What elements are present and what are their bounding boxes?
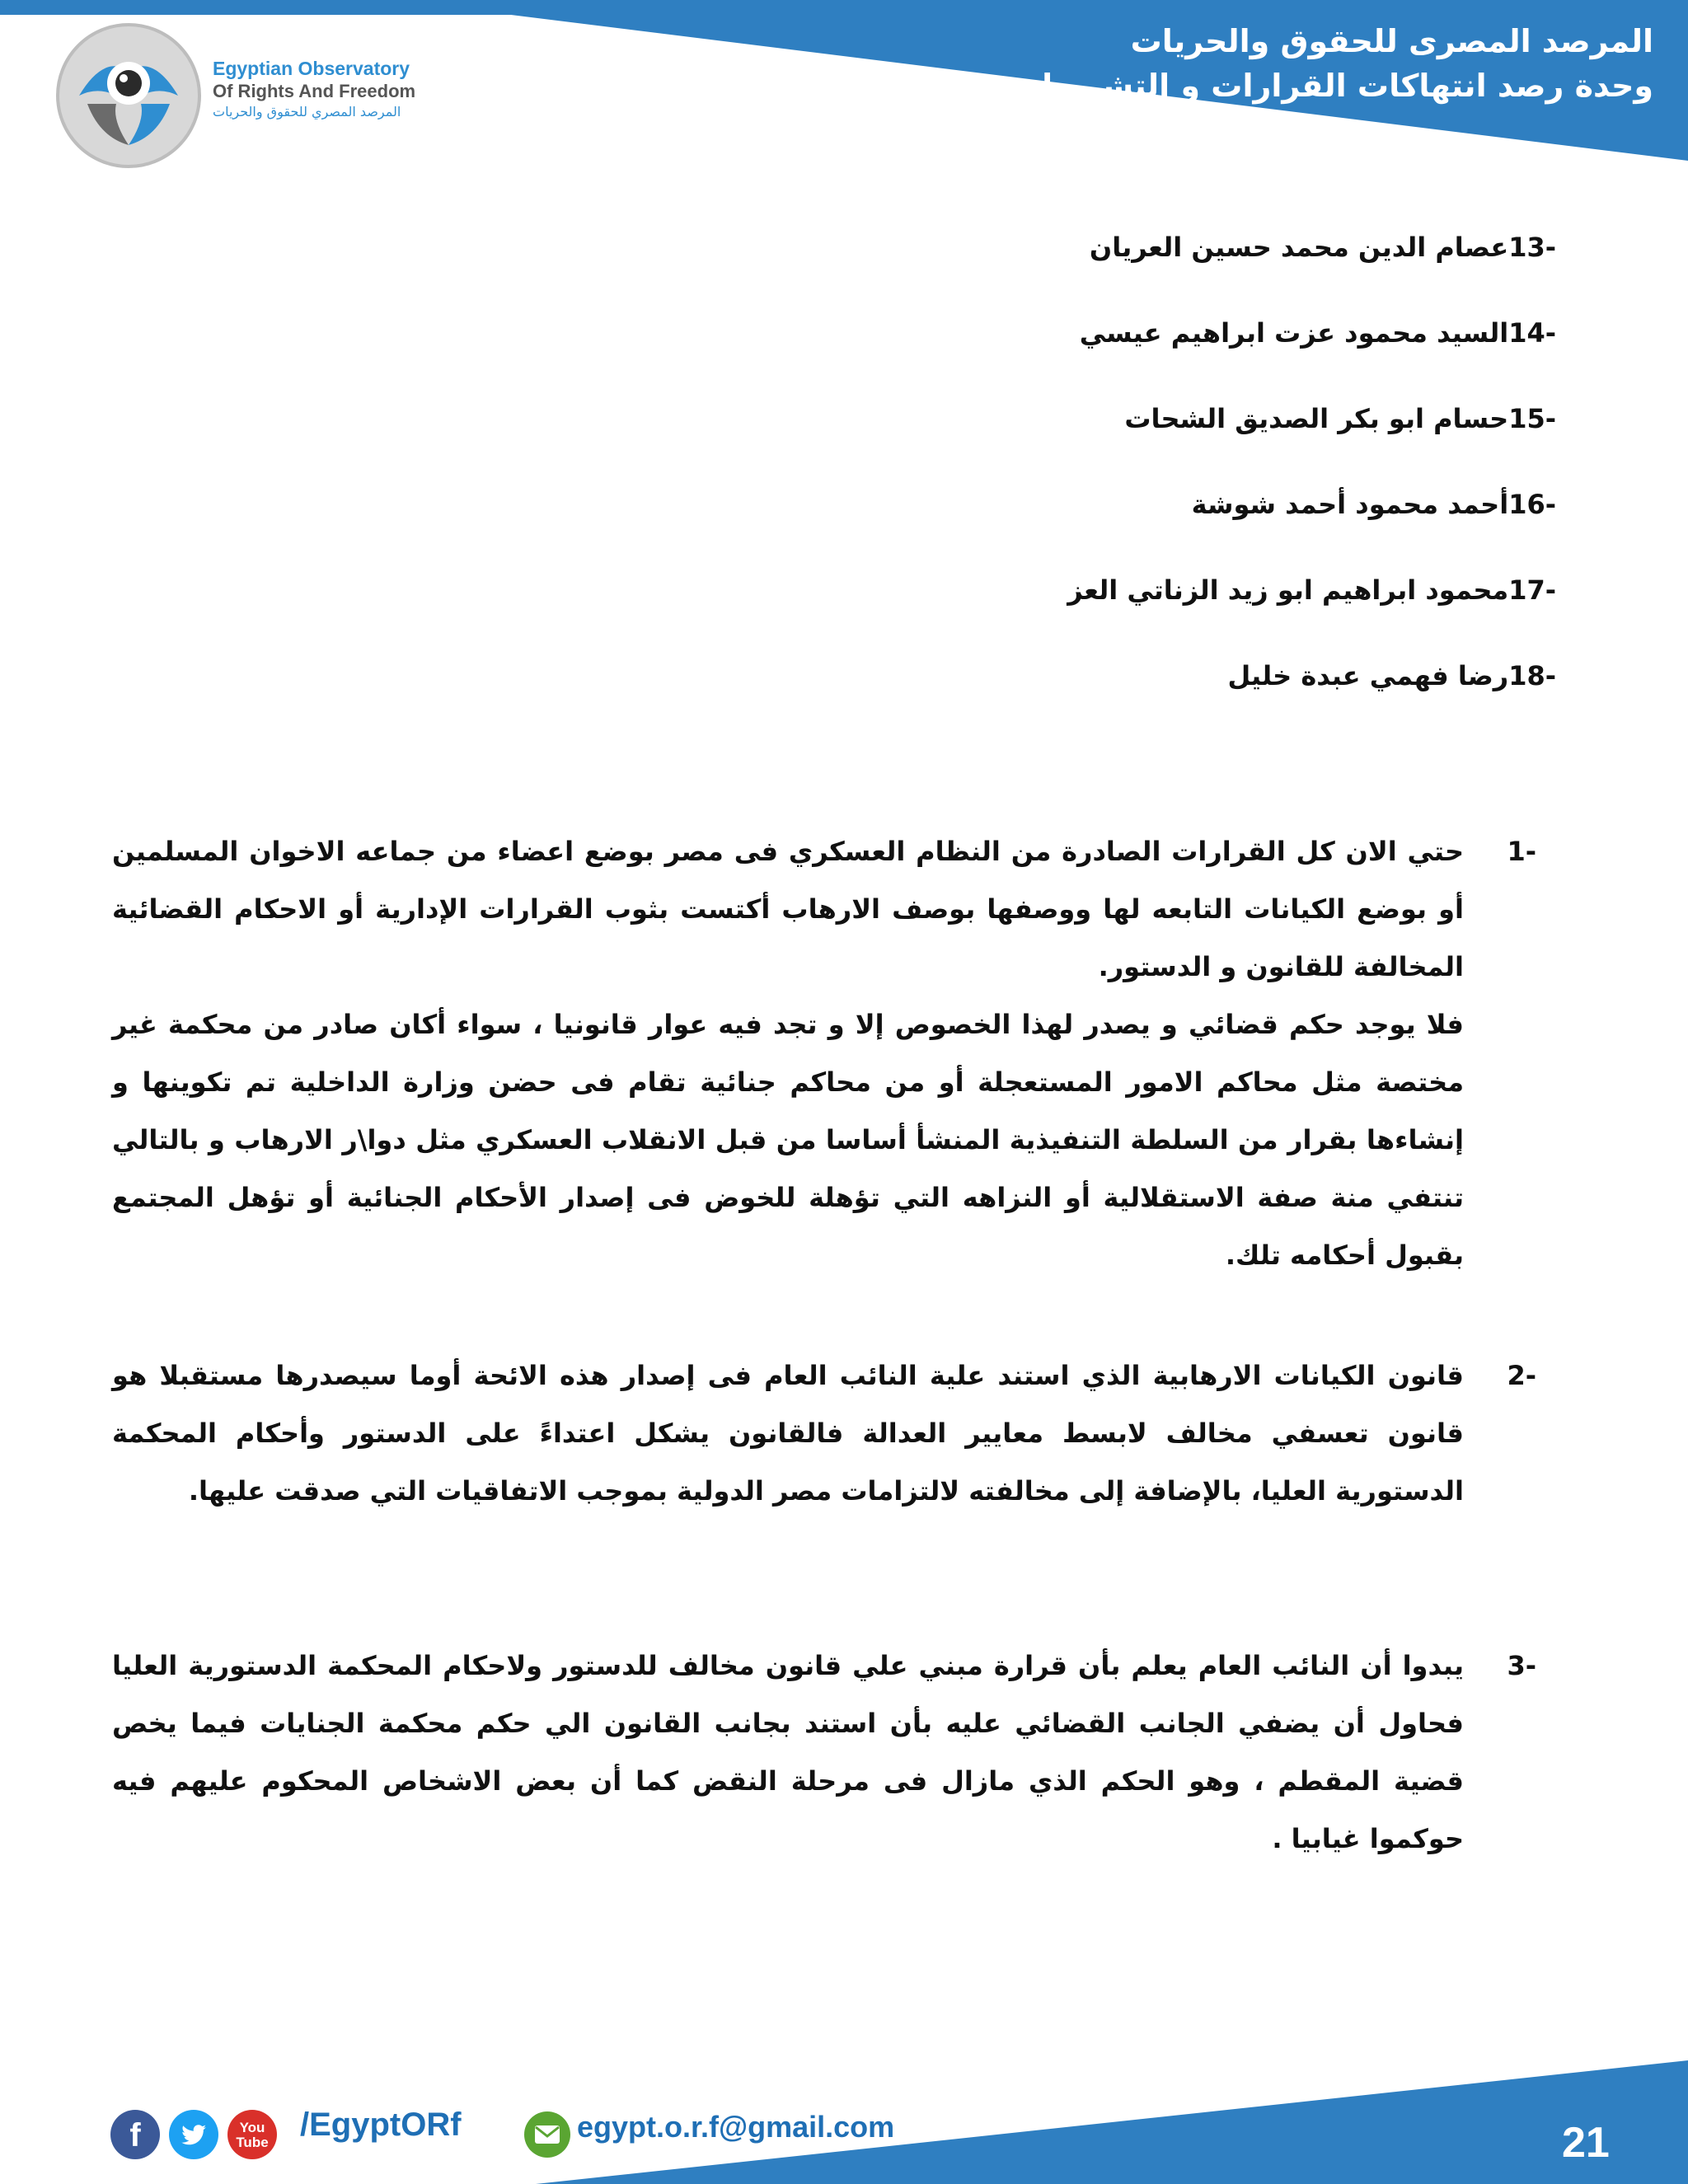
email-link[interactable]: egypt.o.r.f@gmail.com <box>577 2110 895 2144</box>
header-subtitle: وحدة رصد انتهاكات القرارات و التشريعات <box>1010 68 1653 104</box>
twitter-bird-icon <box>169 2110 218 2159</box>
header-title: المرصد المصرى للحقوق والحريات <box>1130 23 1653 59</box>
youtube-label: You Tube <box>236 2120 269 2150</box>
facebook-glyph: f <box>129 2117 141 2154</box>
paragraph-text: يبدوا أن النائب العام يعلم بأن قرارة مبني علي قانون مخالف للدستور ولاحكام المحكمة الدستورية العليا فحاول أن يضفي الجانب القضائي عليه بأن استند بجانب القانون الي حكم محكمة الجنايات فيما يخص قضية المقطم ، وهو الحكم الذي مازال فى مرحلة النقض كما أن بعض الاشخاص المحكوم عليهم فيه حوكموا غيابيا . <box>112 1650 1464 1854</box>
paragraph-text: حتي الان كل القرارات الصادرة من النظام العسكري فى مصر بوضع اعضاء من جماعه الاخوان المسلمين أو بوضع الكيانات التابعه لها ووصفها بوصف الارهاب أكتست بثوب القرارات الإدارية أو الاحكام القضائية المخالفة للقانون و الدستور. <box>112 836 1464 982</box>
list-item: -13عصام الدين محمد حسين العريان <box>1089 232 1556 263</box>
list-item: -14السيد محمود عزت ابراهيم عيسي <box>1079 317 1556 349</box>
paragraph-number: 1- <box>1507 836 1536 867</box>
logo-english-subtitle: Of Rights And Freedom <box>213 81 416 101</box>
social-handle-link[interactable]: /EgyptORf <box>300 2107 462 2143</box>
paragraph-number: 3- <box>1507 1650 1536 1681</box>
numbered-paragraph-3 <box>112 1637 1536 1868</box>
list-item: -16أحمد محمود أحمد شوشة <box>1191 489 1556 520</box>
paragraph-number: 2- <box>1507 1360 1536 1391</box>
page-number: 21 <box>1562 2119 1610 2167</box>
logo-text <box>213 58 427 122</box>
twitter-icon[interactable] <box>169 2110 218 2159</box>
logo-arabic-name: المرصد المصري للحقوق والحريات <box>213 104 401 120</box>
facebook-icon[interactable] <box>110 2110 160 2159</box>
email-icon <box>524 2111 570 2158</box>
list-item: -15حسام ابو بكر الصديق الشحات <box>1124 403 1556 434</box>
list-item: -17محمود ابراهيم ابو زيد الزناتي العز <box>1067 574 1556 606</box>
logo-english-name: Egyptian Observatory <box>213 58 410 79</box>
numbered-paragraph-1 <box>112 823 1536 1284</box>
paragraph-text: فلا يوجد حكم قضائي و يصدر لهذا الخصوص إلا و تجد فيه عوار قانونيا ، سواء أكان صادر من محكمة غير مختصة مثل محاكم الامور المستعجلة أو من محاكم جنائية تقام فى حضن وزارة الداخلية تم تكوينها و إنشاءها بقرار من السلطة التنفيذية المنشأ أساسا من قبل الانقلاب العسكري مثل دوا\ر الارهاب و بالتالي تنتفي منة صفة الاستقلالية أو النزاهه التي تؤهلة للخوض فى إصدار الأحكام الجنائية أو تؤهل المجتمع بقبول أحكامه تلك. <box>112 1009 1464 1271</box>
organization-logo-icon <box>54 21 203 170</box>
names-list <box>402 221 1556 735</box>
paragraph-text: قانون الكيانات الارهابية الذي استند علية النائب العام فى إصدار هذه الائحة أوما سيصدرها مستقبلا هو قانون تعسفي مخالف لابسط معايير العدالة فالقانون يشكل اعتداءً على الدستور وأحكام المحكمة الدستورية العليا، بالإضافة إلى مخالفته لالتزامات مصر الدولية بموجب الاتفاقيات التي صدقت عليها. <box>112 1360 1464 1507</box>
numbered-paragraph-2 <box>112 1347 1536 1520</box>
youtube-icon[interactable] <box>227 2110 277 2159</box>
list-item: -18رضا فهمي عبدة خليل <box>1227 660 1556 691</box>
